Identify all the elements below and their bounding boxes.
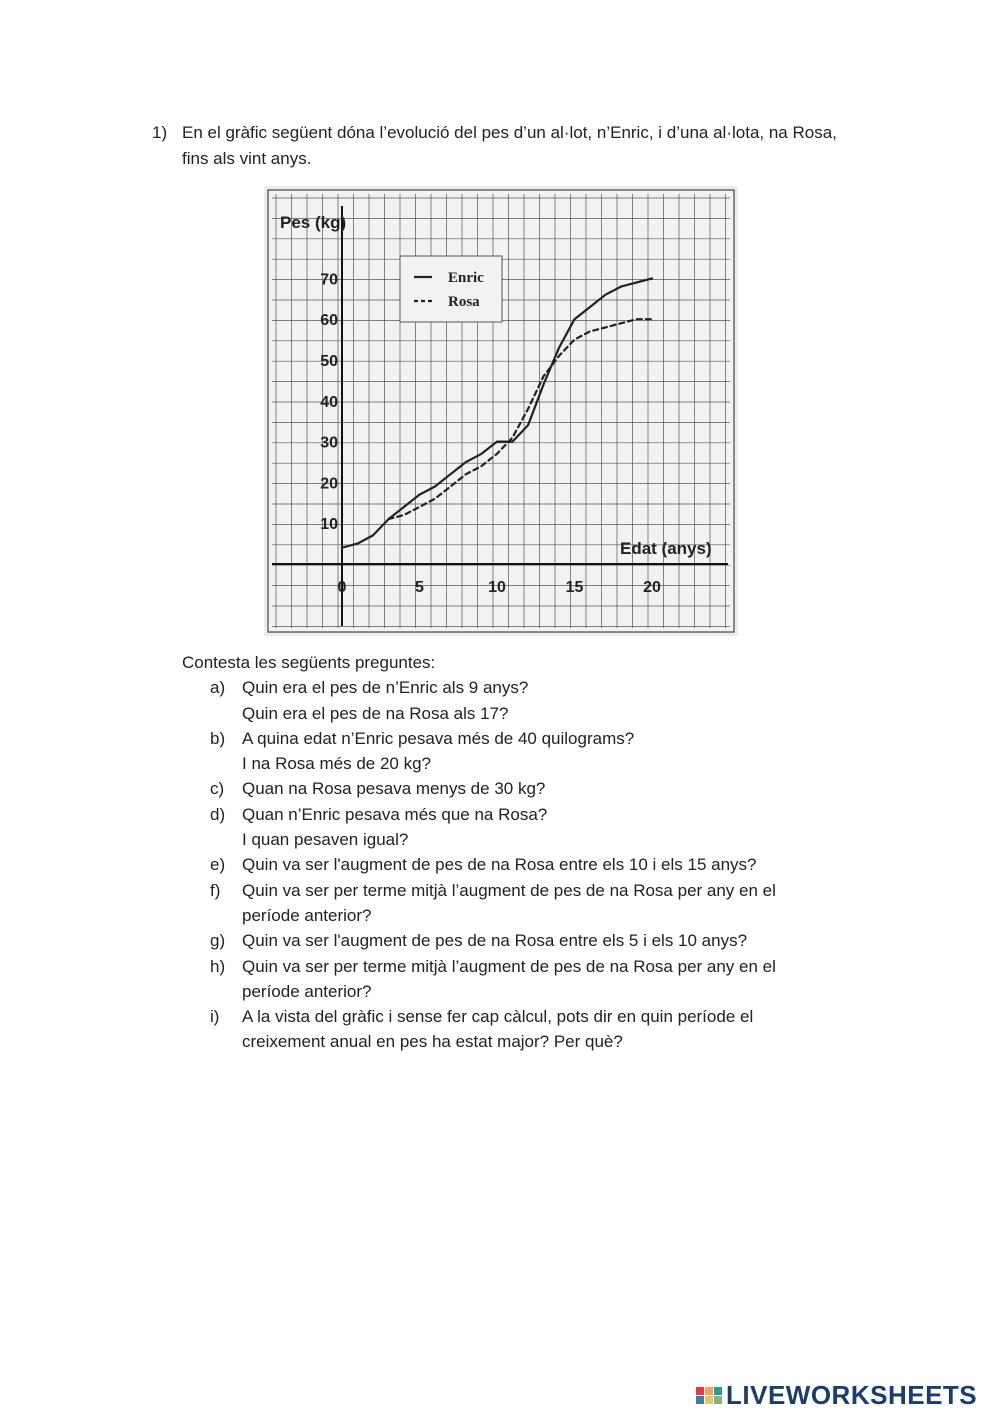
weight-chart — [264, 186, 738, 636]
question-item — [182, 852, 882, 877]
legend-box — [400, 256, 502, 322]
logo-block — [696, 1396, 704, 1404]
question-text: període anterior? — [242, 981, 372, 1001]
legend-label-enric: Enric — [448, 270, 484, 286]
question-text: Quin va ser per terme mitjà l’augment de pes de na Rosa per any en el — [242, 956, 776, 976]
question-text: A la vista del gràfic i sense fer cap càlcul, pots dir en quin període el — [242, 1007, 754, 1027]
question-letter: h) — [210, 956, 226, 976]
x-tick-label: 0 — [337, 579, 347, 596]
x-tick-label: 10 — [488, 579, 506, 596]
question-item — [182, 1004, 882, 1055]
question-text: Quin va ser l'augment de pes de na Rosa entre els 5 i els 10 anys? — [242, 931, 748, 951]
question-text: període anterior? — [242, 905, 372, 925]
logo-block — [705, 1396, 713, 1404]
logo-block — [714, 1396, 722, 1404]
exercise-number: 1) — [152, 123, 168, 142]
question-letter: e) — [210, 855, 226, 875]
legend-label-rosa: Rosa — [448, 294, 480, 310]
liveworksheets-logo — [696, 1380, 977, 1410]
question-text: Quin era el pes de n’Enric als 9 anys? — [242, 678, 529, 698]
questions-section — [182, 650, 882, 1055]
questions-intro: Contesta les següents preguntes: — [182, 653, 436, 672]
question-text: Quan n’Enric pesava més que na Rosa? — [242, 804, 548, 824]
x-tick-label: 15 — [565, 579, 584, 596]
y-tick-label: 60 — [320, 312, 338, 330]
weight-chart-svg — [264, 186, 738, 636]
question-text: A quina edat n’Enric pesava més de 40 quilograms? — [242, 728, 635, 748]
question-letter: g) — [210, 931, 226, 951]
y-tick-label: 40 — [320, 393, 338, 411]
y-axis-label: Pes (kg) — [280, 213, 347, 232]
question-letter: d) — [210, 804, 226, 824]
question-text: Quin era el pes de na Rosa als 17? — [242, 703, 509, 723]
x-axis-label: Edat (anys) — [620, 539, 712, 558]
y-tick-label: 20 — [320, 475, 338, 493]
question-letter: i) — [210, 1007, 220, 1027]
question-text: Quin va ser l'augment de pes de na Rosa entre els 10 i els 15 anys? — [242, 855, 757, 875]
question-item — [182, 776, 882, 801]
questions-list — [182, 675, 882, 1054]
question-item — [182, 928, 882, 953]
y-tick-label: 70 — [320, 271, 338, 289]
question-item — [182, 878, 882, 929]
y-tick-label: 50 — [320, 353, 338, 370]
question-text: Quan na Rosa pesava menys de 30 kg? — [242, 779, 546, 799]
question-letter: c) — [210, 779, 225, 799]
question-item — [182, 954, 882, 1005]
question-item — [182, 675, 882, 726]
question-text: creixement anual en pes ha estat major? Per què? — [242, 1032, 623, 1052]
question-text: Quin va ser per terme mitjà l’augment de pes de na Rosa per any en el — [242, 880, 776, 900]
logo-block — [714, 1387, 722, 1395]
logo-block — [696, 1387, 704, 1395]
logo-blocks-icon — [696, 1387, 722, 1404]
y-tick-label: 30 — [320, 434, 338, 452]
logo-text: LIVEWORKSHEETS — [726, 1379, 978, 1410]
exercise-statement: En el gràfic següent dóna l’evolució del pes d’un al·lot, n’Enric, i d’una al·lota, na Rosa, fins als vint anys. — [182, 123, 837, 168]
logo-block — [705, 1387, 713, 1395]
question-item — [182, 726, 882, 777]
question-text: I na Rosa més de 20 kg? — [242, 754, 432, 774]
x-tick-label: 20 — [643, 579, 661, 596]
x-tick-label: 5 — [415, 579, 424, 596]
question-text: I quan pesaven igual? — [242, 830, 409, 850]
question-letter: f) — [210, 880, 221, 900]
y-tick-label: 10 — [320, 516, 338, 534]
question-item — [182, 802, 882, 853]
question-letter: b) — [210, 728, 226, 748]
question-letter: a) — [210, 678, 226, 698]
